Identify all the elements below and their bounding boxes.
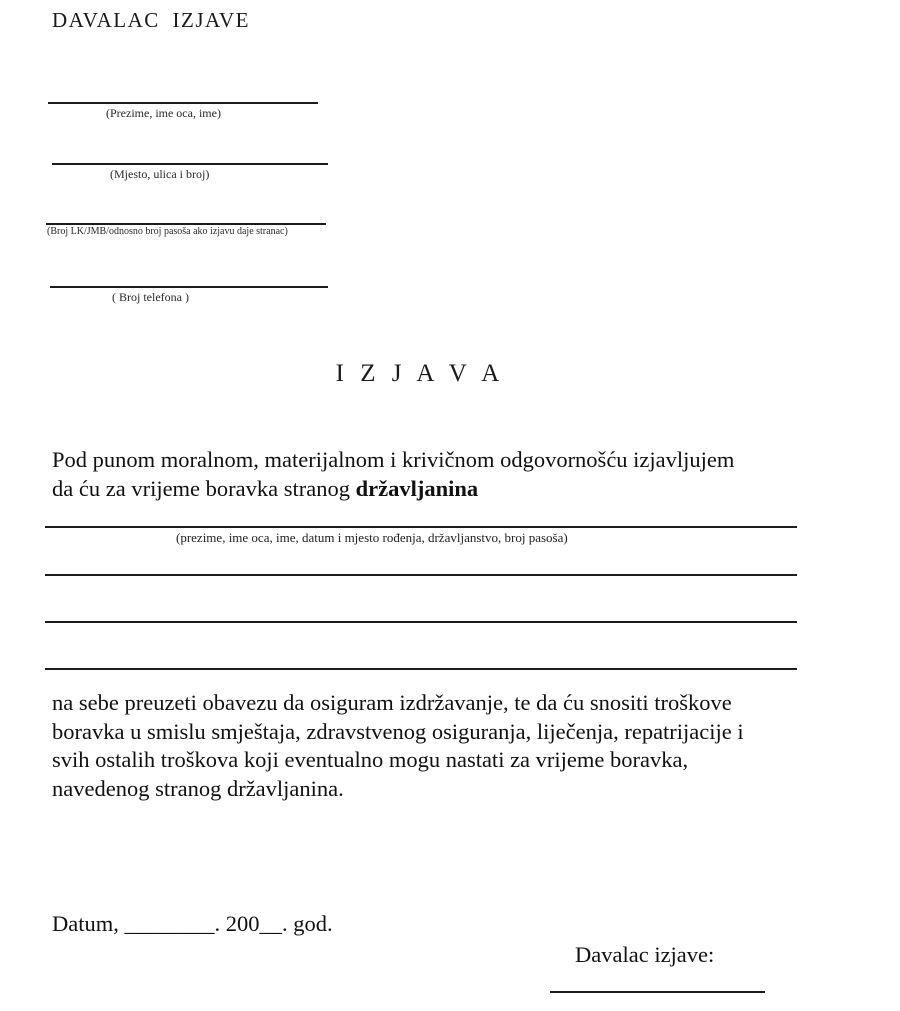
declarant-name-field-label: (Prezime, ime oca, ime) [106,106,221,120]
date-field[interactable]: Datum, ________. 200__. god. [52,911,333,936]
obligation-line-2: boravka u smislu smještaja, zdravstvenog osiguranja, liječenja, repatrijacije i [52,718,744,744]
statement-title: I Z J A V A [335,360,505,387]
foreigner-details-field-label: (prezime, ime oca, ime, datum i mjesto rođenja, državljanstvo, broj pasoša) [176,530,568,545]
obligation-line-3: svih ostalih troškova koji eventualno mogu nastati za vrijeme boravka, [52,747,689,772]
statement-intro-line1: Pod punom moralnom, materijalnom i krivičnom odgovornošću izjavljujem [52,447,735,472]
obligation-line-4: navedenog stranog državljanina. [52,775,344,801]
statement-intro-paragraph [52,445,832,503]
statement-intro-line2-bold: državljanina [355,476,479,501]
foreigner-details-field-line-3[interactable] [45,621,797,623]
declarant-phone-field-label: ( Broj telefona ) [112,290,189,304]
signature-label: Davalac izjave: [575,942,715,967]
signature-field-line[interactable] [550,991,765,993]
foreigner-details-field-line-4[interactable] [45,668,797,670]
foreigner-details-field-line-2[interactable] [45,574,797,576]
statement-intro-line2 [52,474,832,503]
foreigner-details-field-line-1[interactable] [45,526,797,528]
declarant-phone-field-line[interactable] [50,286,328,288]
declarant-address-field-label: (Mjesto, ulica i broj) [110,167,210,181]
statement-intro-line2-prefix: da ću za vrijeme boravka stranog [52,476,356,501]
declarant-id-number-field-label: (Broj LK/JMB/odnosno broj pasoša ako izjavu daje stranac) [47,226,288,237]
declarant-id-number-field-line[interactable] [46,223,326,225]
obligation-line-1: na sebe preuzeti obavezu da osiguram izdržavanje, te da ću snositi troškove [52,690,732,715]
declarant-address-field-line[interactable] [52,163,328,165]
declarant-name-field-line[interactable] [48,102,318,104]
obligation-paragraph [52,689,852,803]
document-heading: DAVALAC IZJAVE [52,8,250,32]
